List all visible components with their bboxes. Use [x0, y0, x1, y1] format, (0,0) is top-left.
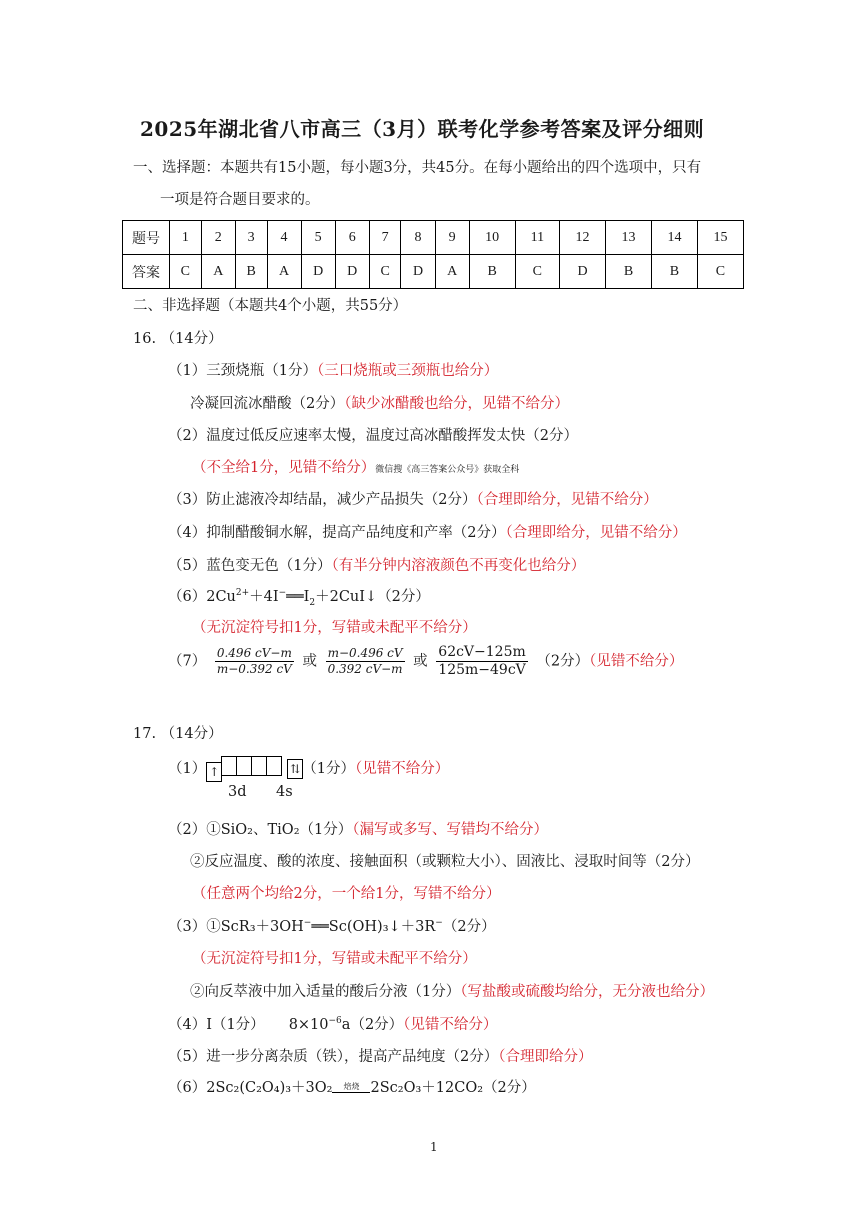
- q17-part6: [168, 1080, 536, 1097]
- orbital-box: [266, 756, 282, 776]
- q16-part1a: [168, 363, 498, 380]
- eq-text: （3）①ScR₃＋3OH: [168, 919, 304, 935]
- answer-cell: C: [697, 255, 743, 289]
- orbital-4s-box: [281, 759, 302, 779]
- q16-part2-note-line: [192, 460, 519, 477]
- eq-text: ＋2CuI↓（2分）: [315, 589, 430, 605]
- fraction-2: [326, 646, 405, 676]
- fraction-denominator: m−0.392 cV: [216, 661, 292, 676]
- q16-part1b-note: （缺少冰醋酸也给分，见错不给分）: [344, 396, 569, 412]
- q17-part4a-text: （4）Ⅰ（1分）: [168, 1017, 265, 1033]
- score-text: （2分）: [536, 653, 590, 670]
- eq-sup: −: [278, 588, 287, 599]
- q16-watermark-text: 微信搜《高三答案公众号》获取全科: [375, 465, 520, 475]
- page-title: 2025年湖北省八市高三（3月）联考化学参考答案及评分细则: [140, 117, 705, 141]
- q16-part2: （2）温度过低反应速率太慢，温度过高冰醋酸挥发太快（2分）: [168, 428, 578, 444]
- answer-cell: B: [235, 255, 267, 289]
- eq-text: ══I: [286, 589, 310, 605]
- answer-cell: A: [435, 255, 469, 289]
- q16-part6-equation: [168, 589, 430, 606]
- row-label-number: 题号: [123, 221, 170, 255]
- fraction-numerator: m−0.496 cV: [327, 646, 403, 661]
- q17-part5-note: （合理即给分）: [498, 1049, 593, 1065]
- fraction-denominator: 0.392 cV−m: [327, 661, 403, 676]
- q16-part2-note: （不全给1分，见错不给分）: [192, 460, 376, 476]
- q16-part1a-note: （三口烧瓶或三颈瓶也给分）: [316, 363, 499, 379]
- fraction-3: [436, 644, 528, 679]
- q17-part2a: [168, 822, 548, 839]
- or-text: 或: [413, 653, 428, 670]
- q17-part2b: ②反应温度、酸的浓度、接触面积（或颗粒大小）、固液比、浸取时间等（2分）: [190, 854, 700, 870]
- orbital-box: ⇅: [287, 759, 303, 779]
- eq-text: ══Sc(OH)₃↓＋3R: [311, 919, 436, 935]
- q17-part1-note: （见错不给分）: [354, 761, 450, 777]
- q16-part5: [168, 558, 585, 575]
- question-number-cell: 1: [170, 221, 202, 255]
- answer-cell: C: [170, 255, 202, 289]
- eq-text: （6）2Cu: [168, 589, 236, 605]
- q17-part3b-text: ②向反萃液中加入适量的酸后分液（1分）: [190, 984, 461, 1000]
- question-number-cell: 14: [651, 221, 697, 255]
- q17-part3a-note: （无沉淀符号扣1分，写错或未配平不给分）: [192, 951, 477, 967]
- q16-part7: [168, 644, 683, 679]
- question-number-cell: 15: [697, 221, 743, 255]
- part-label: （1）: [168, 761, 207, 777]
- question-number-cell: 3: [235, 221, 267, 255]
- answer-cell: A: [201, 255, 235, 289]
- question-number-cell: 7: [369, 221, 401, 255]
- q16-part1b: [190, 396, 569, 413]
- eq-sup: −: [303, 918, 312, 929]
- question-number-cell: 6: [335, 221, 369, 255]
- q16-part6-note: （无沉淀符号扣1分，写错或未配平不给分）: [192, 620, 477, 636]
- q16-part4: [168, 525, 687, 542]
- eq-text: （2分）: [442, 919, 496, 935]
- fraction-numerator: 62cV−125m: [438, 644, 526, 660]
- q17-part2a-note: （漏写或多写、写错均不给分）: [352, 822, 548, 838]
- q17-part5: [168, 1049, 592, 1066]
- answer-cell: A: [267, 255, 301, 289]
- score-text: （1分）: [302, 761, 355, 777]
- section1-heading-cont: 一项是符合题目要求的。: [160, 192, 320, 208]
- eq-text: a（2分）: [341, 1017, 404, 1033]
- question-number-cell: 10: [469, 221, 515, 255]
- or-text: 或: [302, 653, 317, 670]
- q17-part1: [168, 756, 449, 782]
- q17-part3a: [168, 919, 496, 936]
- answer-cell: B: [651, 255, 697, 289]
- eq-sub: 2: [309, 597, 316, 608]
- row-label-answer: 答案: [123, 255, 170, 289]
- q17-part3b-note: （写盐酸或硫酸均给分，无分液也给分）: [460, 984, 714, 1000]
- eq-text: ＋4I: [249, 589, 279, 605]
- question-number-cell: 2: [201, 221, 235, 255]
- orbital-box: [221, 756, 237, 776]
- q16-part7-note: （见错不给分）: [589, 653, 684, 670]
- fraction-denominator: 125m−49cV: [438, 661, 526, 678]
- reaction-arrow: [332, 1083, 370, 1093]
- eq-sup: −: [435, 918, 443, 929]
- fraction-1: [215, 646, 294, 676]
- q17-part5-text: （5）进一步分离杂质（铁），提高产品纯度（2分）: [168, 1049, 499, 1065]
- eq-text: （6）2Sc₂(C₂O₄)₃＋3O₂: [168, 1080, 333, 1096]
- answer-cell: C: [369, 255, 401, 289]
- q16-part1a-text: （1）三颈烧瓶（1分）: [168, 363, 317, 379]
- q17-heading: 17. （14分）: [133, 726, 223, 742]
- q17-part4: [168, 1017, 497, 1034]
- orbital-label-3d: 3d: [228, 784, 247, 800]
- table-row: [123, 221, 744, 255]
- section2-heading: 二、非选择题（本题共4个小题，共55分）: [133, 298, 408, 314]
- q16-part1b-text: 冷凝回流冰醋酸（2分）: [190, 396, 345, 412]
- question-number-cell: 4: [267, 221, 301, 255]
- question-number-cell: 11: [515, 221, 559, 255]
- q16-part3-note: （合理即给分，见错不给分）: [476, 492, 658, 508]
- q17-part4-note: （见错不给分）: [403, 1017, 498, 1033]
- question-number-cell: 12: [560, 221, 606, 255]
- eq-sup: 2+: [235, 588, 250, 599]
- answer-cell: C: [515, 255, 559, 289]
- question-number-cell: 13: [606, 221, 652, 255]
- answer-cell: B: [606, 255, 652, 289]
- question-number-cell: 9: [435, 221, 469, 255]
- answer-cell: D: [335, 255, 369, 289]
- q16-part3-text: （3）防止滤液冷却结晶，减少产品损失（2分）: [168, 492, 477, 508]
- q16-part4-note: （合理即给分，见错不给分）: [505, 525, 687, 541]
- q16-part5-text: （5）蓝色变无色（1分）: [168, 558, 332, 574]
- part-label: （7）: [168, 653, 207, 670]
- page-number: 1: [430, 1140, 438, 1154]
- eq-text: 2Sc₂O₃＋12CO₂（2分）: [370, 1080, 536, 1096]
- q17-part2a-text: （2）①SiO₂、TiO₂（1分）: [168, 822, 353, 838]
- q16-part3: [168, 492, 658, 509]
- answer-cell: D: [401, 255, 435, 289]
- reaction-condition: 焙烧: [343, 1082, 360, 1091]
- orbital-box: ↑: [206, 762, 222, 782]
- answer-cell: B: [469, 255, 515, 289]
- question-number-cell: 5: [301, 221, 335, 255]
- orbital-box: [236, 756, 252, 776]
- question-number-cell: 8: [401, 221, 435, 255]
- q16-part5-note: （有半分钟内溶液颜色不再变化也给分）: [331, 558, 586, 574]
- orbital-label-4s: 4s: [276, 784, 293, 800]
- orbital-box: [251, 756, 267, 776]
- q16-part4-text: （4）抑制醋酸铜水解，提高产品纯度和产率（2分）: [168, 525, 506, 541]
- answer-cell: D: [560, 255, 606, 289]
- q17-part2b-note: （任意两个均给2分，一个给1分，写错不给分）: [192, 886, 501, 902]
- answer-table: [122, 220, 744, 289]
- section1-heading: 一、选择题：本题共有15小题，每小题3分，共45分。在每小题给出的四个选项中，只有: [133, 160, 702, 176]
- q16-heading: 16. （14分）: [133, 331, 223, 347]
- q17-part3b: [190, 984, 714, 1001]
- table-row: [123, 255, 744, 289]
- fraction-numerator: 0.496 cV−m: [216, 646, 292, 661]
- eq-sup: −6: [328, 1016, 342, 1027]
- eq-text: 8×10: [288, 1017, 329, 1033]
- orbital-3d-boxes: [206, 756, 281, 782]
- answer-cell: D: [301, 255, 335, 289]
